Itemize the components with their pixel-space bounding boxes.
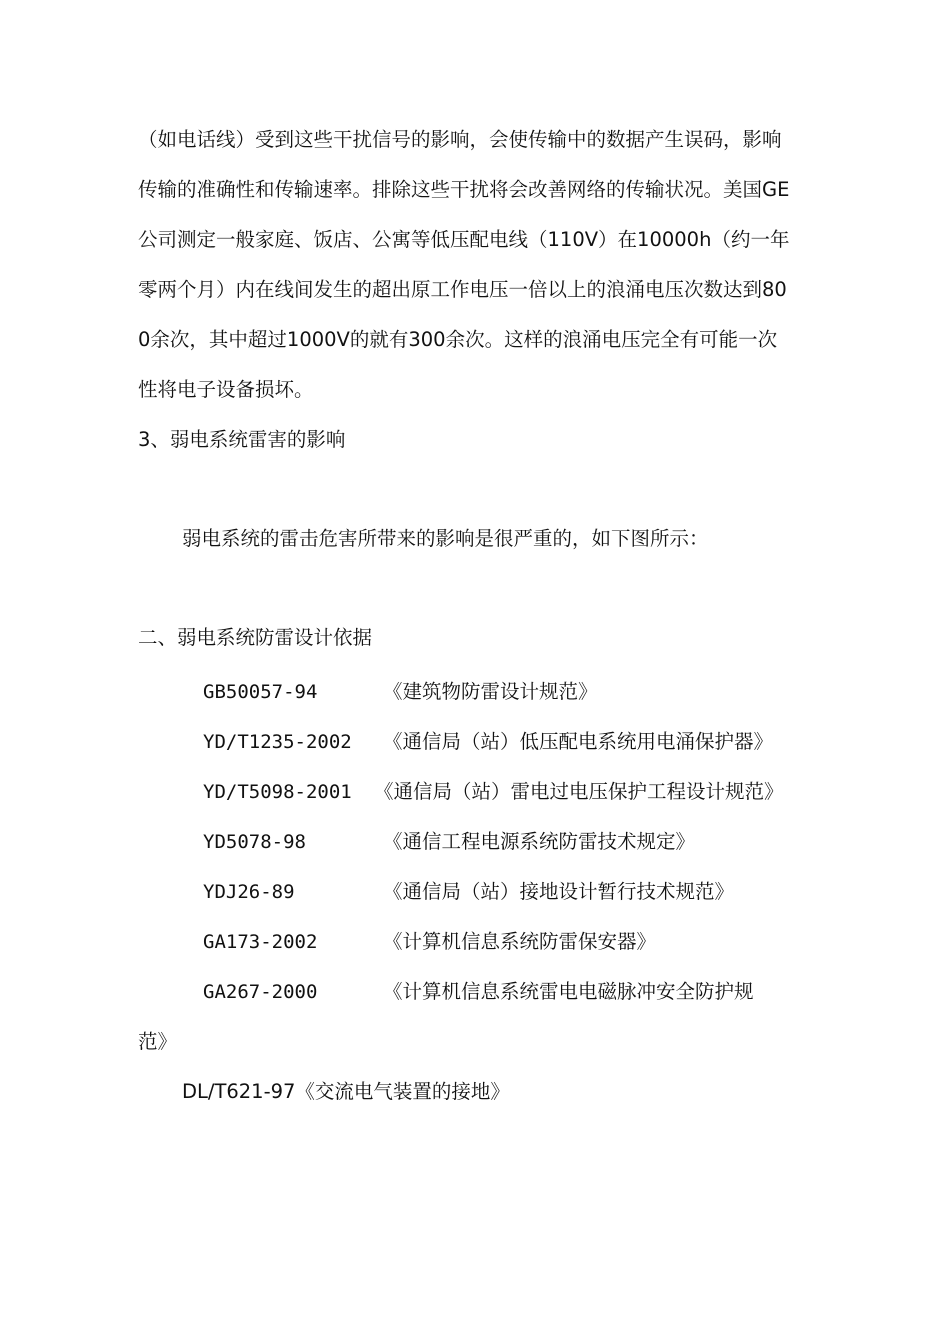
standard-code: YD/T1235-2002 [203,731,352,753]
paragraph-line: 传输的准确性和传输速率。排除这些干扰将会改善网络的传输状况。美国GE [138,178,790,201]
paragraph-line: 零两个月）内在线间发生的超出原工作电压一倍以上的浪涌电压次数达到80 [138,278,787,301]
standard-title: 《建筑物防雷设计规范》 [383,680,598,703]
standard-title: 《通信局（站）低压配电系统用电涌保护器》 [383,730,774,753]
standard-row [0,830,950,854]
standard-row-last: DL/T621-97《交流电气装置的接地》 [182,1080,510,1103]
standard-row [0,730,950,754]
paragraph-line: 0余次，其中超过1000V的就有300余次。这样的浪涌电压完全有可能一次 [138,328,778,351]
paragraph-lightning-impact: 弱电系统的雷击危害所带来的影响是很严重的，如下图所示： [182,527,709,550]
standard-row [0,680,950,704]
standard-code: YD/T5098-2001 [203,781,352,803]
standard-code: YD5078-98 [203,831,306,853]
paragraph-line: 公司测定一般家庭、饭店、公寓等低压配电线（110V）在10000h（约一年 [138,228,790,251]
standard-title-wrap: 范》 [138,1030,178,1053]
section-heading-2: 二、弱电系统防雷设计依据 [138,626,373,649]
standard-code: GB50057-94 [203,681,318,703]
paragraph-line: （如电话线）受到这些干扰信号的影响，会使传输中的数据产生误码，影响 [138,128,782,151]
standard-row [0,880,950,904]
standard-title: 《计算机信息系统防雷保安器》 [383,930,657,953]
standard-row [0,780,950,804]
standard-code: GA173-2002 [203,931,318,953]
standard-row [0,930,950,954]
standard-code: GA267-2000 [203,981,318,1003]
standard-row [0,980,950,1004]
standard-title: 《计算机信息系统雷电电磁脉冲安全防护规 [383,980,754,1003]
standard-code: YDJ26-89 [203,881,295,903]
standard-title: 《通信局（站）雷电过电压保护工程设计规范》 [374,780,784,803]
standard-title: 《通信工程电源系统防雷技术规定》 [383,830,696,853]
paragraph-line: 性将电子设备损坏。 [138,378,314,401]
section-heading-3: 3、弱电系统雷害的影响 [138,428,346,451]
standard-title: 《通信局（站）接地设计暂行技术规范》 [383,880,735,903]
